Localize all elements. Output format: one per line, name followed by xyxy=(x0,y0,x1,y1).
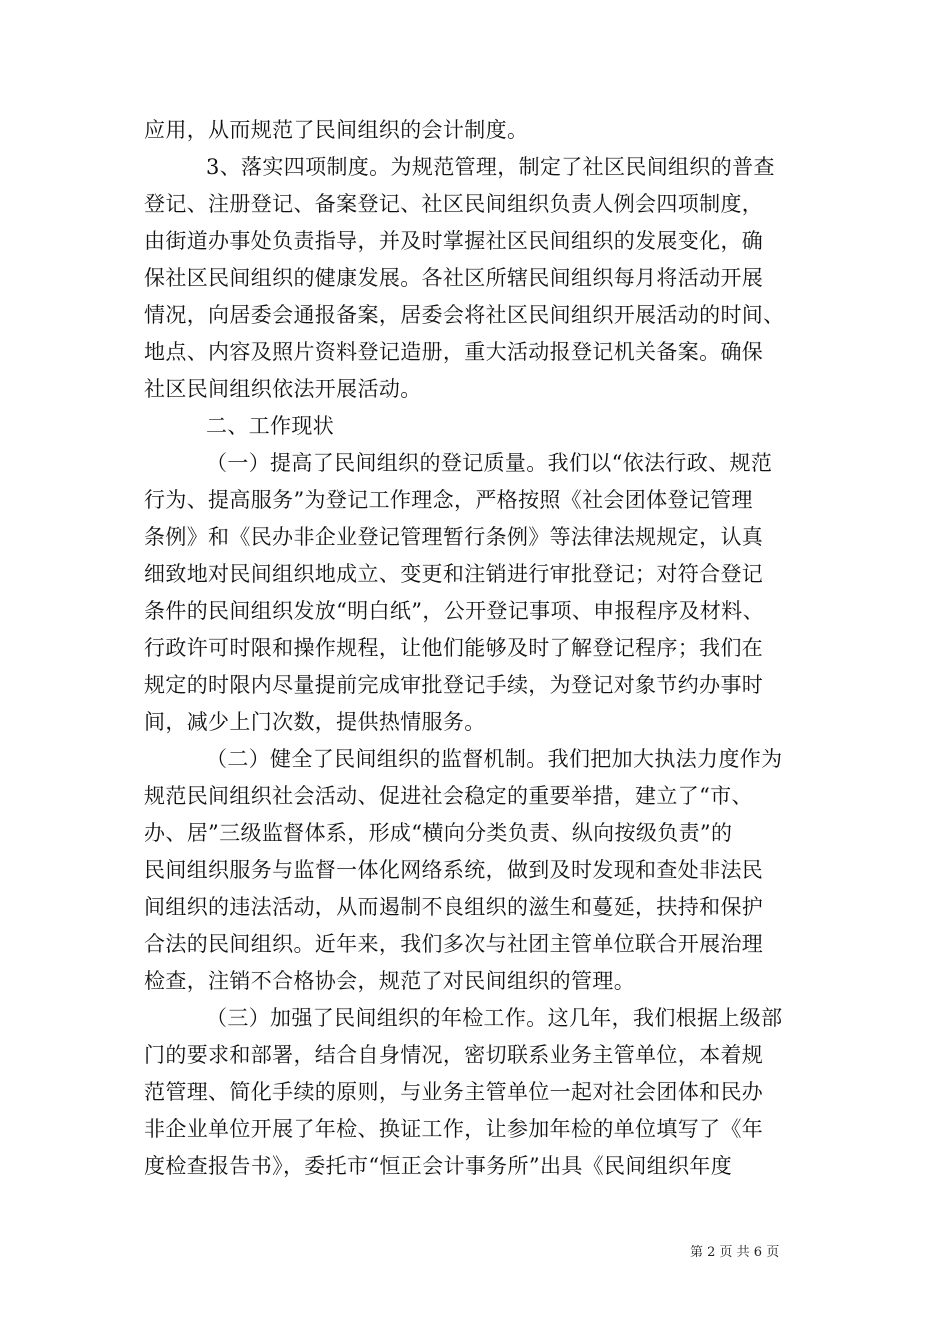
text-line: 条例》和《民办非企业登记管理暂行条例》等法律法规规定，认真 xyxy=(144,525,764,549)
text-line: 间，减少上门次数，提供热情服务。 xyxy=(144,710,486,734)
text-line: （三）加强了民间组织的年检工作。这几年，我们根据上级部 xyxy=(206,1006,783,1030)
document-body xyxy=(144,112,824,1185)
text-line: 3、落实四项制度。为规范管理，制定了社区民间组织的普查 xyxy=(206,155,775,179)
text-line: 门的要求和部署，结合自身情况，密切联系业务主管单位，本着规 xyxy=(144,1043,764,1067)
text-line: 细致地对民间组织地成立、变更和注销进行审批登记；对符合登记 xyxy=(144,562,764,586)
text-line: 登记、注册登记、备案登记、社区民间组织负责人例会四项制度， xyxy=(144,192,764,216)
text-line: 非企业单位开展了年检、换证工作，让参加年检的单位填写了《年 xyxy=(144,1117,764,1141)
text-line: 行政许可时限和操作规程，让他们能够及时了解登记程序；我们在 xyxy=(144,636,764,660)
text-line: 范管理、简化手续的原则，与业务主管单位一起对社会团体和民办 xyxy=(144,1080,764,1104)
text-line: 条件的民间组织发放“明白纸”，公开登记事项、申报程序及材料、 xyxy=(144,599,764,623)
text-line: 地点、内容及照片资料登记造册，重大活动报登记机关备案。确保 xyxy=(144,340,764,364)
text-line: （二）健全了民间组织的监督机制。我们把加大执法力度作为 xyxy=(206,747,783,771)
text-line: 规定的时限内尽量提前完成审批登记手续，为登记对象节约办事时 xyxy=(144,673,764,697)
text-line: 民间组织服务与监督一体化网络系统，做到及时发现和查处非法民 xyxy=(144,858,764,882)
text-line: 应用，从而规范了民间组织的会计制度。 xyxy=(144,118,529,142)
text-line: 社区民间组织依法开展活动。 xyxy=(144,377,422,401)
text-line: 间组织的违法活动，从而遏制不良组织的滋生和蔓延，扶持和保护 xyxy=(144,895,764,919)
text-line: 保社区民间组织的健康发展。各社区所辖民间组织每月将活动开展 xyxy=(144,266,764,290)
text-line: 合法的民间组织。近年来，我们多次与社团主管单位联合开展治理 xyxy=(144,932,764,956)
text-line: 规范民间组织社会活动、促进社会稳定的重要举措，建立了“市、 xyxy=(144,784,753,808)
text-line: 办、居”三级监督体系，形成“横向分类负责、纵向按级负责”的 xyxy=(144,821,733,845)
text-line: 度检查报告书》，委托市“恒正会计事务所”出具《民间组织年度 xyxy=(144,1154,733,1178)
section-heading: 二、工作现状 xyxy=(206,414,335,438)
text-line: 由街道办事处负责指导，并及时掌握社区民间组织的发展变化，确 xyxy=(144,229,764,253)
text-line: 行为、提高服务”为登记工作理念，严格按照《社会团体登记管理 xyxy=(144,488,753,512)
text-line: 检查，注销不合格协会，规范了对民间组织的管理。 xyxy=(144,969,636,993)
text-line: （一）提高了民间组织的登记质量。我们以“依法行政、规范 xyxy=(206,451,773,475)
text-line: 情况，向居委会通报备案，居委会将社区民间组织开展活动的时间、 xyxy=(144,303,785,327)
page-number: 第 2 页 共 6 页 xyxy=(690,1245,780,1260)
